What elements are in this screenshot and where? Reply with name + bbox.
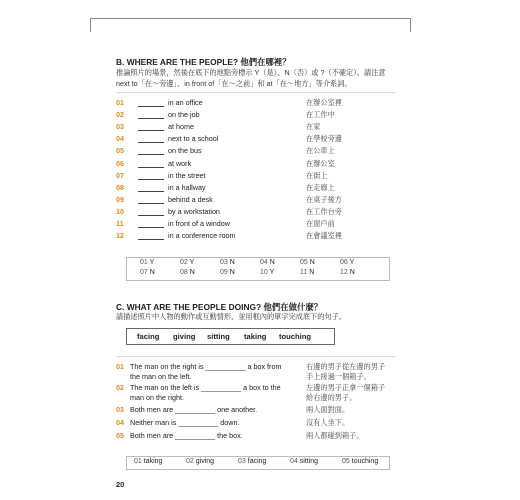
answer-key-number: 03 bbox=[220, 259, 228, 266]
answer-key-value: giving bbox=[195, 458, 215, 465]
item-chinese: 在家 bbox=[306, 122, 321, 132]
item-chinese: 在公車上 bbox=[306, 146, 335, 156]
answer-key-number: 09 bbox=[220, 269, 228, 276]
answer-key-item bbox=[340, 269, 355, 276]
list-item bbox=[116, 110, 380, 121]
word-bank-item: touching bbox=[279, 332, 312, 341]
question-chinese bbox=[306, 383, 385, 403]
answer-key-item bbox=[342, 458, 378, 465]
answer-key-value: N bbox=[309, 259, 315, 266]
answer-key-number: 01 bbox=[134, 458, 142, 465]
answer-key-item bbox=[300, 269, 314, 276]
answer-key-number: 06 bbox=[340, 259, 348, 266]
answer-key-value: N bbox=[189, 269, 195, 276]
answer-key-number: 04 bbox=[290, 458, 298, 465]
answer-blank[interactable] bbox=[138, 239, 164, 240]
question-zh-line1: 兩人面對面。 bbox=[306, 405, 350, 414]
question-zh-line1: 兩人都碰到箱子。 bbox=[306, 431, 364, 440]
word-bank bbox=[126, 328, 335, 345]
item-chinese: 在學校旁邊 bbox=[306, 134, 342, 144]
item-english: in an office bbox=[168, 98, 203, 107]
answer-blank[interactable] bbox=[138, 191, 164, 192]
question-zh-line1: 沒有人坐下。 bbox=[306, 418, 350, 427]
item-number: 08 bbox=[116, 182, 124, 192]
answer-key-value: N bbox=[349, 269, 355, 276]
question-zh-line1: 右邊的男子從左邊的男子 bbox=[306, 362, 386, 371]
question-item bbox=[116, 405, 257, 415]
section-c-divider bbox=[116, 356, 396, 357]
section-b-desc-line2: next to「在～旁邊」、in front of「在～之前」和 at「在～地方」等介系詞。 bbox=[116, 79, 352, 88]
question-chinese bbox=[306, 362, 385, 382]
answer-key-number: 02 bbox=[180, 259, 188, 266]
answer-key-value: touching bbox=[351, 458, 379, 465]
item-chinese: 在工作中 bbox=[306, 110, 335, 120]
item-number: 11 bbox=[116, 219, 124, 228]
item-english: at work bbox=[168, 158, 192, 168]
answer-key-value: Y bbox=[269, 269, 275, 276]
answer-key-item bbox=[186, 458, 214, 465]
answer-key-number: 04 bbox=[260, 259, 268, 266]
answer-blank[interactable] bbox=[138, 179, 164, 180]
word-bank-item: taking bbox=[244, 332, 267, 341]
answer-key-item bbox=[340, 259, 354, 266]
answer-key-number: 12 bbox=[340, 269, 348, 276]
question-line1: Neither man is __________ down. bbox=[130, 418, 240, 427]
item-chinese: 在街上 bbox=[306, 170, 328, 180]
answer-key-value: Y bbox=[189, 259, 195, 266]
section-b-divider bbox=[116, 92, 396, 93]
item-english: next to a school bbox=[168, 134, 219, 144]
item-chinese: 在辦公室裡 bbox=[306, 98, 342, 107]
answer-blank[interactable] bbox=[138, 142, 164, 143]
question-line1: The man on the left is __________ a box to the bbox=[130, 383, 281, 392]
top-rule-right bbox=[410, 18, 411, 32]
answer-key-number: 10 bbox=[260, 269, 268, 276]
question-number: 02 bbox=[116, 383, 124, 392]
section-c-title: C. WHAT ARE THE PEOPLE DOING? 他們在做什麼？ bbox=[116, 302, 323, 312]
question-chinese bbox=[306, 405, 349, 415]
answer-key-item bbox=[260, 259, 275, 266]
question-number: 01 bbox=[116, 362, 124, 371]
answer-key-number: 08 bbox=[180, 269, 188, 276]
top-rule bbox=[90, 18, 410, 19]
answer-key-item bbox=[134, 458, 162, 465]
question-item bbox=[116, 362, 281, 382]
question-item bbox=[116, 383, 281, 403]
answer-key-item bbox=[290, 458, 318, 465]
answer-key-item bbox=[238, 458, 266, 465]
section-b-title: B. WHERE ARE THE PEOPLE? 他們在哪裡？ bbox=[116, 57, 291, 67]
item-chinese: 在工作台旁 bbox=[306, 206, 342, 216]
item-english: on the bus bbox=[168, 146, 202, 156]
item-chinese: 在走廊上 bbox=[306, 182, 335, 192]
list-item bbox=[116, 122, 380, 133]
item-chinese: 在桌子後方 bbox=[306, 194, 342, 204]
item-english: in front of a window bbox=[168, 219, 230, 228]
item-english: on the job bbox=[168, 110, 200, 120]
question-line1: The man on the right is __________ a box from bbox=[130, 362, 282, 371]
question-zh-line2: 給右邊的男子。 bbox=[306, 393, 357, 402]
list-item bbox=[116, 231, 380, 242]
answer-key-item bbox=[220, 269, 235, 276]
item-number: 01 bbox=[116, 98, 124, 107]
answer-key-value: Y bbox=[349, 259, 355, 266]
question-number: 03 bbox=[116, 405, 124, 414]
answer-key-value: Y bbox=[149, 259, 155, 266]
answer-key-number: 07 bbox=[140, 269, 148, 276]
item-number: 10 bbox=[116, 206, 124, 216]
question-zh-line2: 手上接過一個箱子。 bbox=[306, 372, 371, 381]
item-english: by a workstation bbox=[168, 206, 220, 216]
list-item bbox=[116, 134, 380, 145]
list-item bbox=[116, 146, 380, 157]
list-item bbox=[116, 183, 380, 194]
list-item bbox=[116, 171, 380, 182]
list-item bbox=[116, 98, 380, 109]
item-chinese: 在辦公室 bbox=[306, 158, 335, 168]
list-item bbox=[116, 219, 380, 230]
question-zh-line1: 左邊的男子正拿一個箱子 bbox=[306, 383, 386, 392]
answer-key-value: N bbox=[269, 259, 275, 266]
section-b-description bbox=[116, 67, 416, 89]
answer-blank[interactable] bbox=[138, 106, 164, 107]
section-b-desc-line1: 推論照片的場景，然後在底下的地點旁標示 Y（是）、N（否）或 ?（不確定）。請注意 bbox=[116, 68, 386, 77]
answer-key-value: N bbox=[229, 269, 235, 276]
answer-key-number: 05 bbox=[300, 259, 308, 266]
answer-key-value: N bbox=[229, 259, 235, 266]
answer-key-number: 02 bbox=[186, 458, 194, 465]
item-number: 12 bbox=[116, 231, 124, 241]
question-number: 05 bbox=[116, 431, 124, 440]
answer-blank[interactable] bbox=[138, 227, 164, 228]
answer-key-number: 05 bbox=[342, 458, 350, 465]
question-number: 04 bbox=[116, 418, 124, 427]
answer-blank[interactable] bbox=[138, 167, 164, 168]
answer-key-number: 01 bbox=[140, 259, 148, 266]
item-number: 04 bbox=[116, 134, 124, 144]
item-english: at home bbox=[168, 122, 194, 132]
top-rule-left bbox=[90, 18, 91, 32]
answer-key-value: N bbox=[149, 269, 155, 276]
item-chinese: 在會議室裡 bbox=[306, 231, 342, 241]
answer-key-value: taking bbox=[143, 458, 163, 465]
question-line1: Both men are __________ one another. bbox=[130, 405, 258, 414]
word-bank-item: giving bbox=[173, 332, 196, 341]
question-item bbox=[116, 431, 243, 441]
word-bank-item: sitting bbox=[207, 332, 230, 341]
question-chinese bbox=[306, 431, 364, 441]
item-english: behind a desk bbox=[168, 194, 213, 204]
list-item bbox=[116, 159, 380, 170]
item-chinese: 在窗戶前 bbox=[306, 219, 335, 228]
question-line2: man on the right. bbox=[130, 393, 184, 402]
item-number: 02 bbox=[116, 110, 124, 120]
question-chinese bbox=[306, 418, 349, 428]
item-number: 05 bbox=[116, 146, 124, 156]
list-item bbox=[116, 195, 380, 206]
answer-key-value: N bbox=[309, 269, 315, 276]
word-bank-item: facing bbox=[137, 332, 160, 341]
question-line2: the man on the left. bbox=[130, 372, 192, 381]
answer-key-item bbox=[220, 259, 235, 266]
answer-key-item bbox=[180, 259, 194, 266]
answer-key-number: 03 bbox=[238, 458, 246, 465]
answer-blank[interactable] bbox=[138, 215, 164, 216]
answer-key-item bbox=[140, 269, 155, 276]
answer-blank[interactable] bbox=[138, 203, 164, 204]
item-number: 06 bbox=[116, 158, 124, 168]
answer-key-item bbox=[140, 259, 154, 266]
answer-key-item bbox=[180, 269, 195, 276]
answer-key-item bbox=[300, 259, 315, 266]
item-english: in the street bbox=[168, 170, 206, 180]
item-number: 03 bbox=[116, 122, 124, 132]
question-line1: Both men are __________ the box. bbox=[130, 431, 243, 440]
list-item bbox=[116, 207, 380, 218]
item-number: 09 bbox=[116, 194, 124, 204]
section-c-description: 請描述照片中人物的動作或互動情形，並用框內的單字完成底下的句子。 bbox=[116, 312, 347, 321]
item-english: in a conference room bbox=[168, 231, 236, 241]
answer-blank[interactable] bbox=[138, 130, 164, 131]
item-number: 07 bbox=[116, 170, 124, 180]
question-item bbox=[116, 418, 239, 428]
answer-key-value: facing bbox=[247, 458, 267, 465]
item-english: in a hallway bbox=[168, 182, 206, 192]
answer-blank[interactable] bbox=[138, 118, 164, 119]
answer-blank[interactable] bbox=[138, 154, 164, 155]
answer-key-item bbox=[260, 269, 274, 276]
page-number: 20 bbox=[116, 480, 125, 489]
answer-key-value: sitting bbox=[299, 458, 319, 465]
answer-key-number: 11 bbox=[300, 269, 308, 276]
